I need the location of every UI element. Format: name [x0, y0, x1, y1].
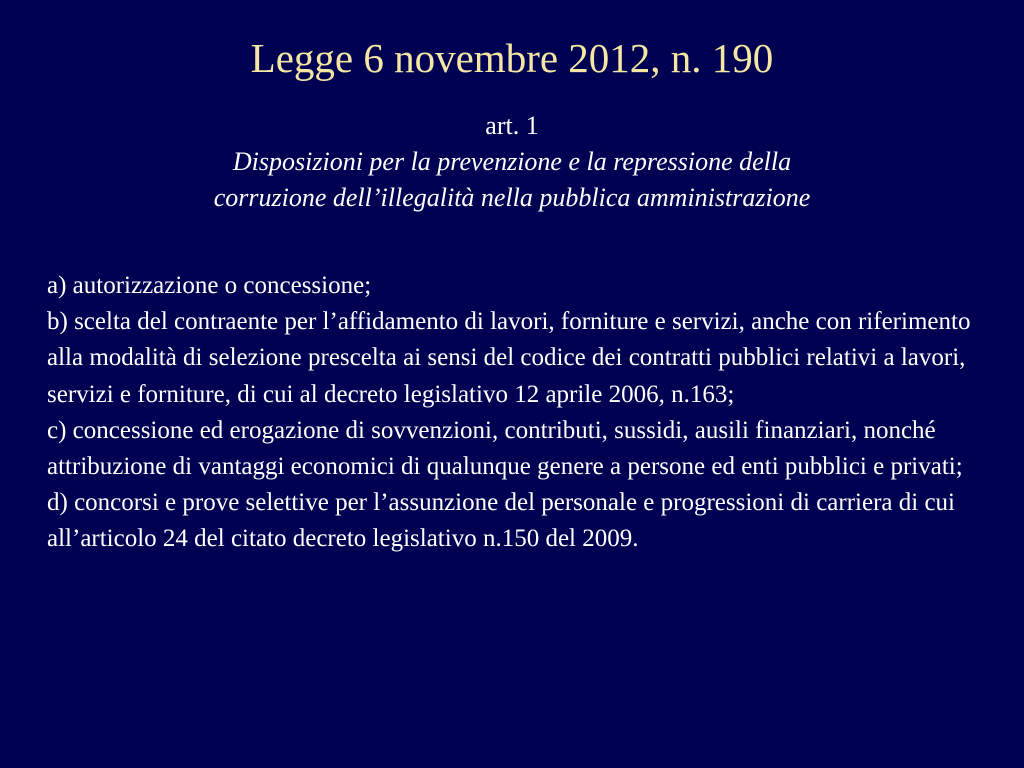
article-number: art. 1	[485, 111, 539, 140]
list-item-a: a) autorizzazione o concessione;	[47, 272, 372, 299]
item-list	[47, 268, 997, 558]
article-heading-line-1: Disposizioni per la prevenzione e la repressione della	[232, 147, 792, 176]
list-item-d: d) concorsi e prove selettive per l’assunzione del personale e progressioni di carriera di cui all’articolo 24 del citato decreto legislativo n.150 del 2009.	[47, 489, 955, 553]
list-item-b: b) scelta del contraente per l’affidamento di lavori, forniture e servizi, anche con riferimento alla modalità di selezione prescelta ai sensi del codice dei contratti pubblici relativi a lavori, servizi e forniture, di cui al decreto legislativo 12 aprile 2006, n.163;	[47, 308, 971, 408]
slide-title: Legge 6 novembre 2012, n. 190	[250, 35, 774, 81]
list-item-c: c) concessione ed erogazione di sovvenzioni, contributi, sussidi, ausili finanziari, nonché attribuzione di vantaggi economici di qualunque genere a persone ed enti pubblici e privati;	[47, 416, 963, 481]
article-heading-line-2: corruzione dell’illegalità nella pubblica amministrazione	[213, 183, 811, 212]
article-header	[0, 108, 1024, 216]
